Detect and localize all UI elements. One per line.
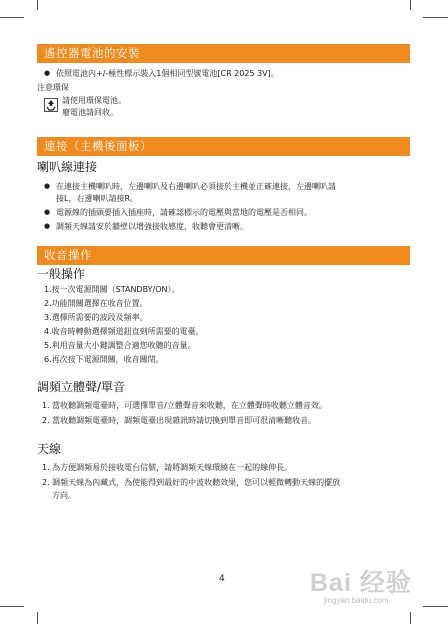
crop-mark bbox=[410, 612, 411, 624]
page-number: 4 bbox=[219, 574, 225, 584]
connect-bullet-2: 電源線的插頭要插入插座時，請確認標示的電壓與當地的電壓是否相同。 bbox=[56, 208, 312, 217]
stereo-step-2: 2. 當收聽調頻電臺時，調頻電臺出現雜訊時請切換到單音即可很清晰聽收音。 bbox=[42, 416, 317, 425]
watermark-url: jingyan.baidu.com bbox=[324, 596, 389, 605]
section-header-battery: 遙控器電池的安裝 bbox=[37, 44, 410, 63]
antenna-step-2-line-1: 2. 調頻天線為內藏式，為使能得到最好的中波收聽效果，您可以輕微轉動天線的擺放 bbox=[42, 478, 341, 487]
general-step-5: 5.利用音量大小鍵調整合適您收聽的音量。 bbox=[44, 341, 196, 350]
eco-note-label: 注意環保 bbox=[37, 83, 69, 92]
antenna-heading: 天線 bbox=[37, 442, 62, 456]
crop-mark bbox=[410, 0, 411, 10]
section-header-radio: 收音操作 bbox=[37, 246, 410, 265]
general-step-6: 6.再次按下電源開關，收音關閉。 bbox=[44, 355, 164, 364]
bullet-dot: ● bbox=[44, 69, 51, 77]
crop-mark bbox=[37, 0, 38, 10]
baidu-jingyan-watermark bbox=[310, 563, 438, 609]
general-operation-heading: 一般操作 bbox=[37, 267, 86, 281]
general-step-4: 4.收音時轉動選擇頻道鈕直到所需要的電臺。 bbox=[44, 327, 204, 336]
connect-bullet-1-line-1: 在連接主機喇叭時，左邊喇叭及右邊喇叭必須接於主機並正確連接，左邊喇叭請 bbox=[56, 182, 336, 191]
connect-bullet-3: 調頻天線請安於牆壁以增強接收感度，收聽會更清晰。 bbox=[56, 222, 248, 231]
recycle-line-2: 廢電池請回收。 bbox=[62, 108, 118, 117]
bullet-dot: ● bbox=[44, 222, 51, 230]
general-step-2: 2.功能開關選擇在收音位置。 bbox=[44, 299, 148, 308]
bullet-dot: ● bbox=[44, 208, 51, 216]
connect-bullet-1-line-2: 接L，右邊喇叭請接R。 bbox=[56, 194, 139, 203]
general-step-3: 3.選擇所需要的波段及頻率。 bbox=[44, 313, 148, 322]
general-step-1: 1.按一次電源開關（STANDBY/ON）。 bbox=[44, 285, 180, 294]
bullet-dot: ● bbox=[44, 182, 51, 190]
stereo-step-1: 1. 當收聽調頻電臺時，可選擇單音/立體聲音來收聽，在立體聲時收聽立體音效。 bbox=[42, 401, 327, 410]
recycle-icon bbox=[44, 97, 58, 111]
antenna-step-2-line-2: 方向。 bbox=[52, 491, 76, 500]
crop-mark bbox=[0, 606, 24, 607]
crop-mark bbox=[0, 17, 24, 18]
stereo-mono-heading: 調頻立體聲/單音 bbox=[37, 380, 126, 394]
section-header-connect: 連接（主機後面板） bbox=[37, 137, 410, 156]
recycle-line-1: 請使用環保電池。 bbox=[62, 96, 126, 105]
antenna-step-1: 1. 為方便調頻易於接收電台信號，請將調頻天線環繞在一起的線伸長。 bbox=[42, 463, 293, 472]
battery-instruction: 依照電池內+/-極性標示裝入1個相同型號電池[CR 2025 3V]。 bbox=[56, 69, 279, 78]
speaker-wire-heading: 喇叭線連接 bbox=[37, 160, 98, 174]
watermark-main: Bai 经验 bbox=[310, 569, 412, 597]
crop-mark bbox=[37, 612, 38, 624]
crop-mark bbox=[423, 17, 448, 18]
